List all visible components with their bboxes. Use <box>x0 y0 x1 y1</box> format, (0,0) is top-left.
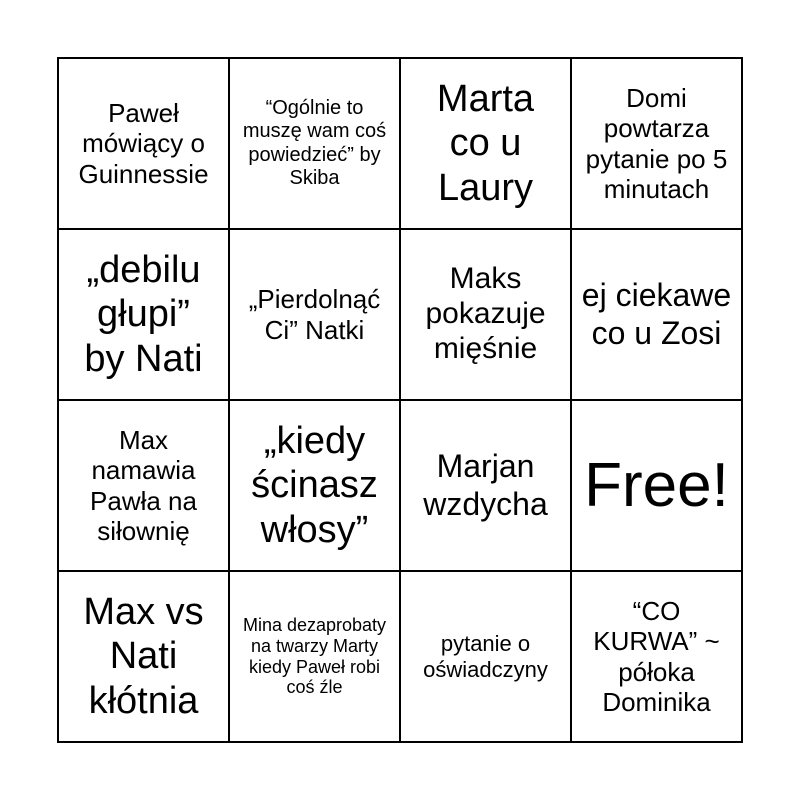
bingo-cell-16[interactable] <box>571 571 742 742</box>
bingo-cell-4[interactable] <box>571 58 742 229</box>
cell-text: Paweł mówiący o Guinnessie <box>78 98 209 189</box>
bingo-cell-15[interactable] <box>400 571 571 742</box>
cell-text: „debilu głupi” by Nati <box>84 249 203 380</box>
cell-text: Domi powtarza pytanie po 5 minutach <box>585 83 728 204</box>
cell-text: Max vs Nati kłótnia <box>83 591 204 722</box>
cell-text: Maks pokazuje mięśnie <box>425 262 546 365</box>
bingo-cell-5[interactable] <box>58 229 229 400</box>
bingo-cell-2[interactable] <box>229 58 400 229</box>
cell-text: Mina dezaprobaty na twarzy Marty kiedy Paweł robi coś źle <box>242 614 387 698</box>
bingo-cell-7[interactable] <box>400 229 571 400</box>
cell-text: ej ciekawe co u Zosi <box>581 277 732 351</box>
bingo-cell-6[interactable] <box>229 229 400 400</box>
cell-text: “CO KURWA” ~ półoka Dominika <box>593 596 720 717</box>
cell-text: Free! <box>584 450 729 520</box>
cell-text: „kiedy ścinasz włosy” <box>251 420 378 551</box>
bingo-cell-13[interactable] <box>58 571 229 742</box>
bingo-cell-3[interactable] <box>400 58 571 229</box>
bingo-cell-8[interactable] <box>571 229 742 400</box>
cell-text: pytanie o oświadczyny <box>423 630 548 682</box>
cell-text: “Ogólnie to muszę wam coś powiedzieć” by Skiba <box>242 97 387 189</box>
bingo-cell-14[interactable] <box>229 571 400 742</box>
bingo-cell-9[interactable] <box>58 400 229 571</box>
bingo-cell-10[interactable] <box>229 400 400 571</box>
cell-text: Marjan wzdycha <box>423 448 548 522</box>
cell-text: Marta co u Laury <box>436 78 535 209</box>
bingo-cell-11[interactable] <box>400 400 571 571</box>
cell-text: Max namawia Pawła na siłownię <box>90 425 197 546</box>
cell-text: „Pierdolnąć Ci” Natki <box>248 284 381 345</box>
bingo-cell-1[interactable] <box>58 58 229 229</box>
bingo-cell-12[interactable] <box>571 400 742 571</box>
bingo-board <box>57 57 743 743</box>
